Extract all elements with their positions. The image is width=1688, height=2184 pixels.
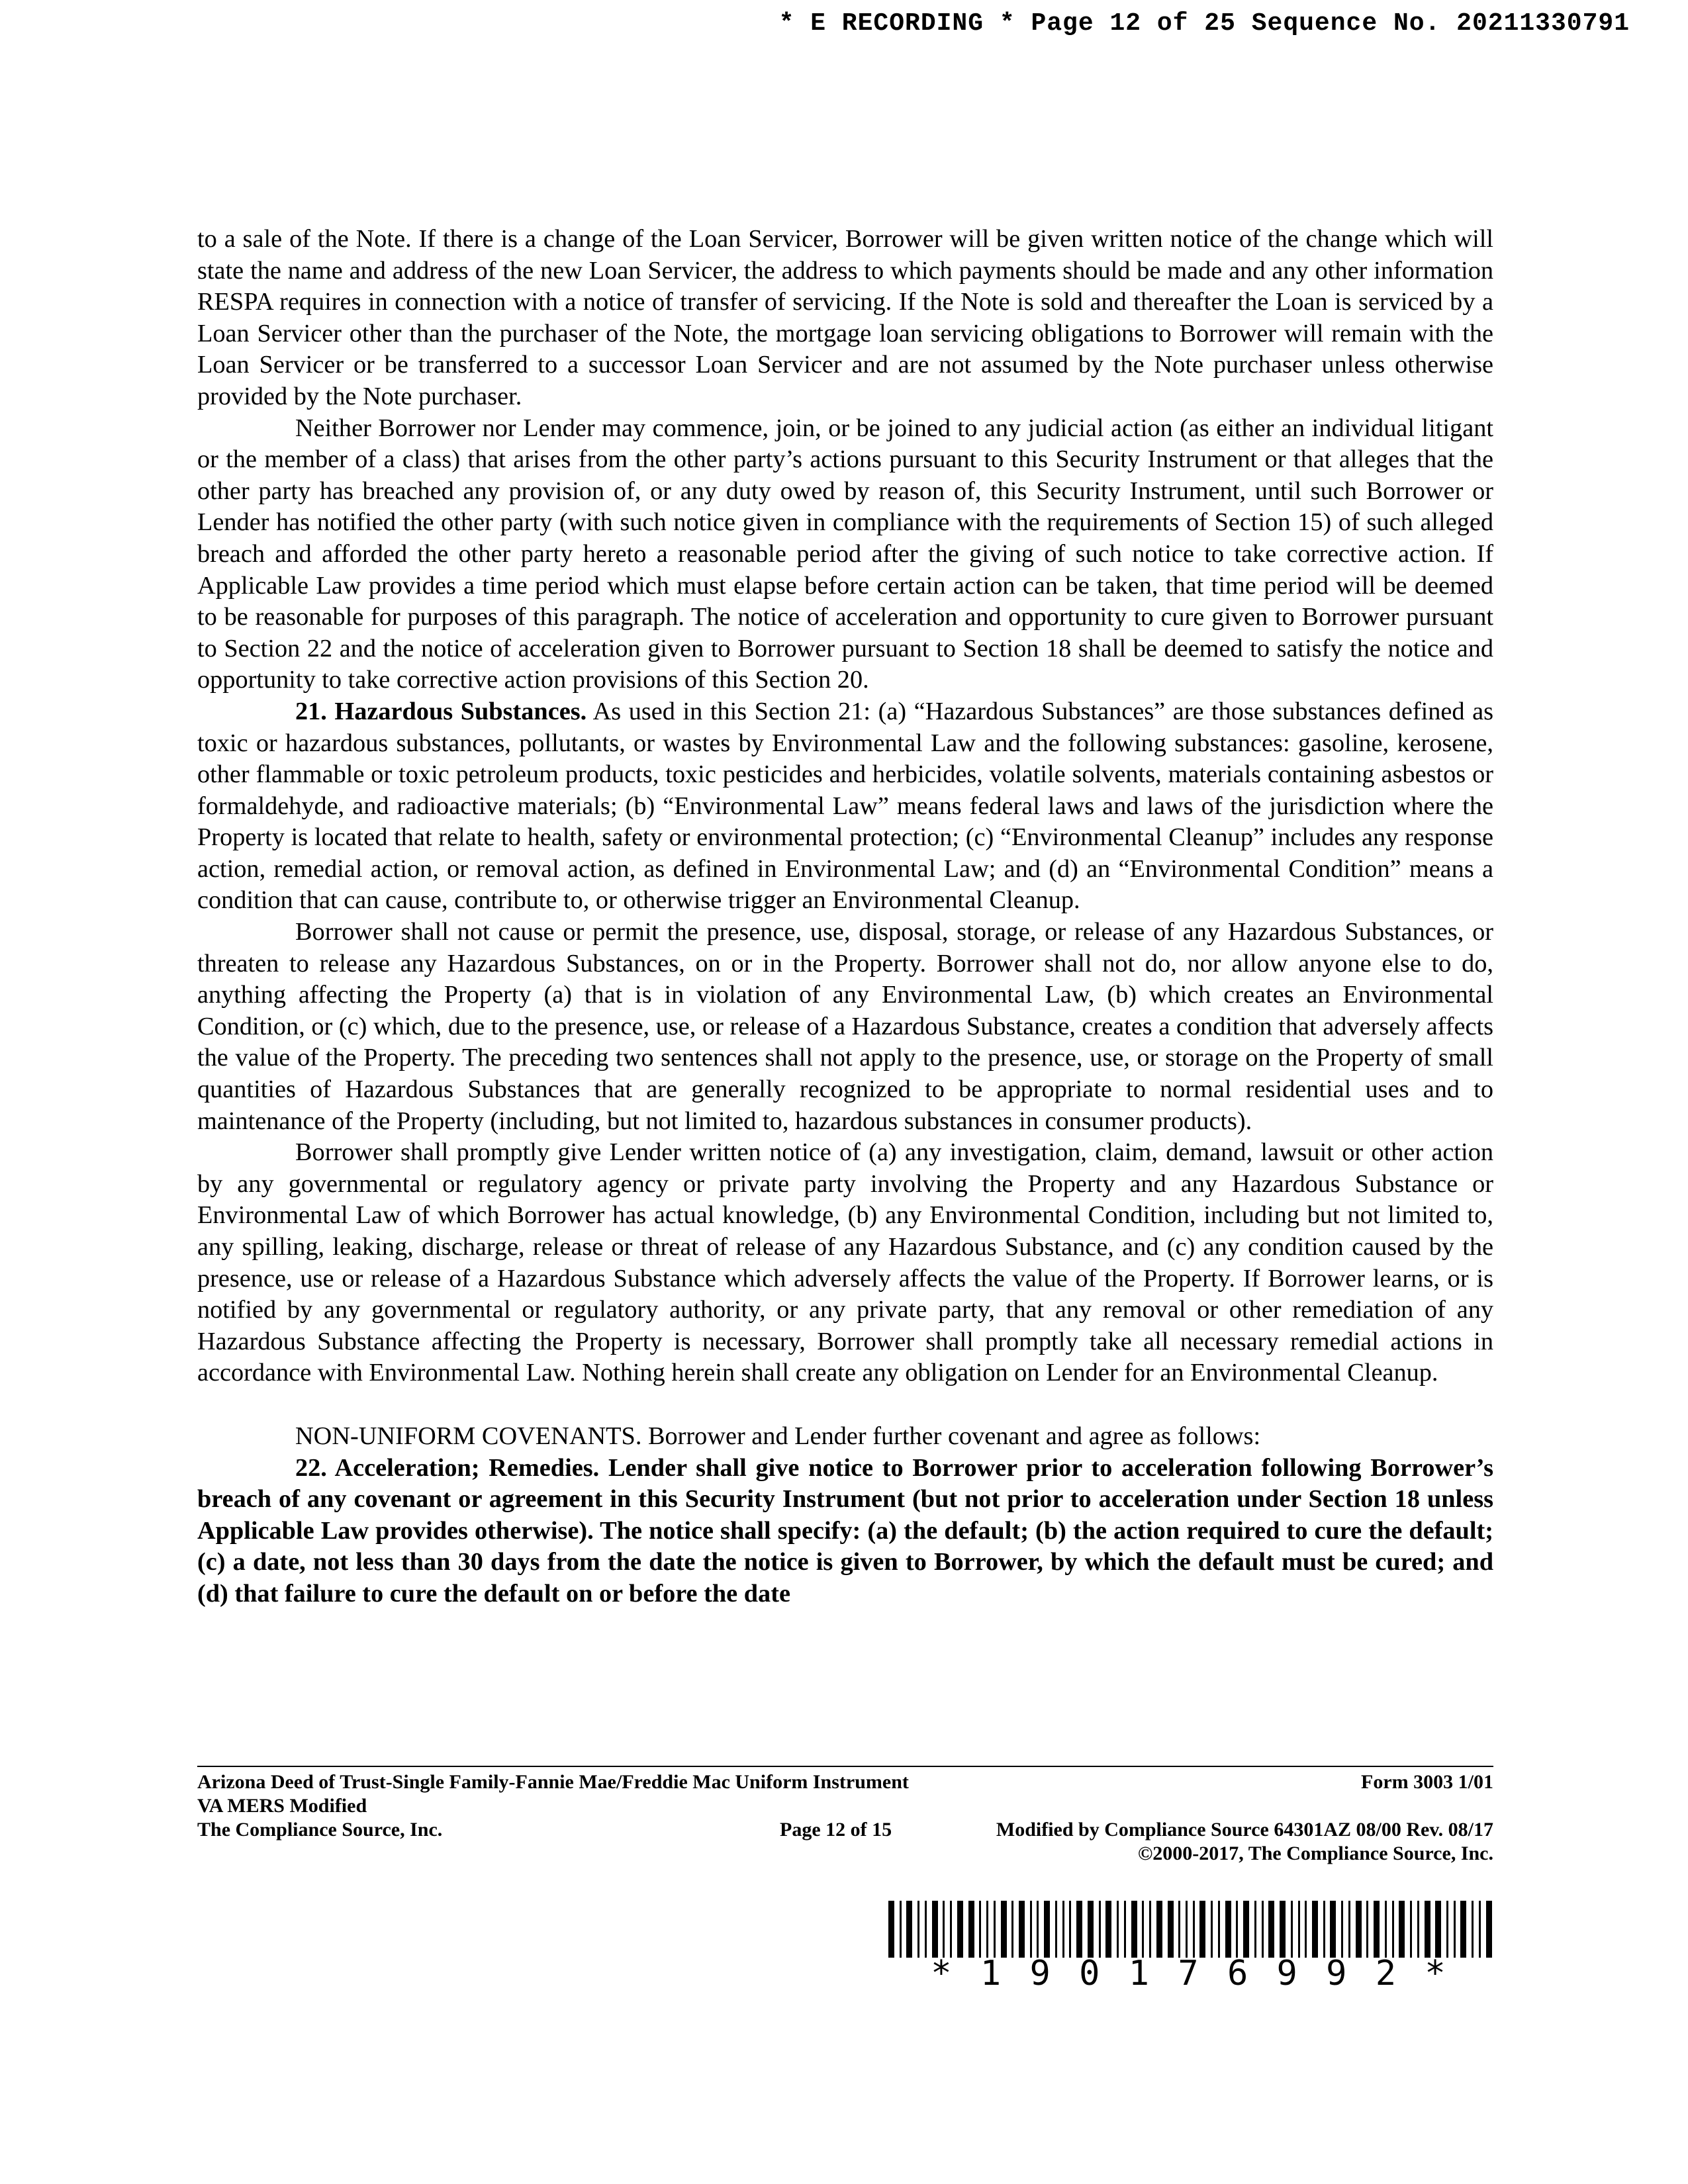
barcode-bar (1218, 1901, 1220, 1958)
barcode-bar (1348, 1901, 1350, 1958)
recording-header: * E RECORDING * Page 12 of 25 Sequence No. 20211330791 (778, 9, 1630, 38)
barcode-bar (1323, 1901, 1325, 1958)
paragraph-hazardous-substances (197, 696, 1493, 917)
barcode-bar (1425, 1901, 1430, 1958)
barcode-bar (1446, 1901, 1448, 1958)
footer-company: The Compliance Source, Inc. (197, 1819, 443, 1841)
barcode-bar (1280, 1901, 1286, 1958)
barcode-bar (1055, 1901, 1057, 1958)
barcode-bar (957, 1901, 963, 1958)
barcode-bar (1062, 1901, 1064, 1958)
footer-page-number: Page 12 of 15 (780, 1819, 892, 1841)
barcode-bar (1193, 1901, 1195, 1958)
barcode-bar (1486, 1901, 1492, 1958)
barcode-bar (950, 1901, 952, 1958)
section-21-text: As used in this Section 21: (a) “Hazardous Substances” are those substances defined as toxic or hazardous substances, pollutants, or wastes by Environmental Law and the following substances: gasoline, kerosene, other flammable or toxic petroleum products, toxic pesticides and herbicides, volatile solvents, materials containing asbestos or formaldehyde, and radioactive materials; (b) “Environmental Law” means federal laws and laws of the jurisdiction where the Property is located that relate to health, safety or environmental protection; (c) “Environmental Cleanup” includes any response action, remedial action, or removal action, as defined in Environmental Law; and (d) an “Environmental Condition” means a condition that can cause, contribute to, or otherwise trigger an Environmental Cleanup. (197, 697, 1493, 915)
barcode-bar (932, 1901, 938, 1958)
barcode-text: * 1 9 0 1 7 6 9 9 2 * (931, 1954, 1450, 1993)
footer-modified-by: Modified by Compliance Source 64301AZ 08/00 Rev. 08/17 (996, 1819, 1493, 1841)
barcode-bar (1262, 1901, 1264, 1958)
barcode-bar (900, 1901, 902, 1958)
barcode-bar (1199, 1901, 1205, 1958)
paragraph-borrower-shall-not: Borrower shall not cause or permit the presence, use, disposal, storage, or release of any Hazardous Substances, or threaten to release any Hazardous Substances, on or in the Property. Borrower shall not do, nor allow anyone else to do, anything affecting the Property (a) that is in violation of any Environmental Law, (b) which creates an Environmental Condition, or (c) which, due to the presence, use, or release of a Hazardous Substance, creates a condition that adversely affects the value of the Property. The preceding two sentences shall not apply to the presence, use, or storage on the Property of small quantities of Hazardous Substances that are generally recognized to be appropriate to normal residential uses and to maintenance of the Property (including, but not limited to, hazardous substances in consumer products). (197, 918, 1493, 1135)
barcode-bar (1460, 1901, 1466, 1958)
barcode-bar (1105, 1901, 1111, 1958)
barcode-bar (1356, 1901, 1362, 1958)
barcode-bar (1001, 1901, 1007, 1958)
barcode-bar (1044, 1901, 1050, 1958)
barcode-bar (1117, 1901, 1119, 1958)
barcode-bar (994, 1901, 996, 1958)
document-body (197, 224, 1493, 1610)
barcode-bar (1385, 1901, 1387, 1958)
barcode-bar (1472, 1901, 1474, 1958)
footer-divider (197, 1766, 1493, 1767)
barcode-bar (1392, 1901, 1394, 1958)
paragraph-borrower-notice: Borrower shall promptly give Lender written notice of (a) any investigation, claim, demand, lawsuit or other action by any governmental or regulatory agency or private party involving the Property and any Hazardous Substance or Environmental Law of which Borrower has actual knowledge, (b) any Environmental Condition, including but not limited to, any spilling, leaking, discharge, release or threat of release of any Hazardous Substance, and (c) any condition caused by the presence, use or release of a Hazardous Substance which adversely affects the value of the Property. If Borrower learns, or is notified by any governmental or regulatory authority, or any private party, that any removal or other remediation of any Hazardous Substance affecting the Property is necessary, Borrower shall promptly take all necessary remedial actions in accordance with Environmental Law. Nothing herein shall create any obligation on Lender for an Environmental Cleanup. (197, 1138, 1493, 1387)
barcode (888, 1901, 1492, 1958)
barcode-bar (1291, 1901, 1293, 1958)
barcode-bar (1399, 1901, 1405, 1958)
paragraph-loan-servicer: to a sale of the Note. If there is a change of the Loan Servicer, Borrower will be given written notice of the change which will state the name and address of the new Loan Servicer, the address to which payments should be made and any other information RESPA requires in connection with a notice of transfer of servicing. If the Note is sold and thereafter the Loan is serviced by a Loan Servicer other than the purchaser of the Note, the mortgage loan servicing obligations to Borrower will remain with the Loan Servicer or be transferred to a successor Loan Servicer and are not assumed by the Note purchaser unless otherwise provided by the Note purchaser. (197, 225, 1493, 410)
barcode-bar (1149, 1901, 1151, 1958)
paragraph-acceleration-remedies: 22. Acceleration; Remedies. Lender shall give notice to Borrower prior to acceleration following Borrower’s breach of any covenant or agreement in this Security Instrument (but not prior to acceleration under Section 18 unless Applicable Law provides otherwise). The notice shall specify: (a) the default; (b) the action required to cure the default; (c) a date, not less than 30 days from the date the notice is given to Borrower, by which the default must be cured; and (d) that failure to cure the default on or before the date (197, 1453, 1493, 1608)
barcode-bar (1178, 1901, 1180, 1958)
barcode-bar (1211, 1901, 1213, 1958)
barcode-bar (1069, 1901, 1071, 1958)
footer-instrument-title: Arizona Deed of Trust-Single Family-Fannie Mae/Freddie Mac Uniform Instrument (197, 1771, 909, 1793)
barcode-bar (1454, 1901, 1456, 1958)
barcode-bar (1156, 1901, 1162, 1958)
barcode-bar (1088, 1901, 1094, 1958)
barcode-bar (1099, 1901, 1101, 1958)
barcode-bar (1417, 1901, 1419, 1958)
barcode-bar (1142, 1901, 1144, 1958)
barcode-bar (979, 1901, 981, 1958)
paragraph-non-uniform-covenants: NON-UNIFORM COVENANTS. Borrower and Lender further covenant and agree as follows: (295, 1422, 1261, 1450)
barcode-bar (1225, 1901, 1231, 1958)
barcode-bar (1254, 1901, 1256, 1958)
barcode-bar (1410, 1901, 1412, 1958)
barcode-bar (1268, 1901, 1274, 1958)
barcode-bar (1374, 1901, 1380, 1958)
barcode-bar (968, 1901, 974, 1958)
barcode-bar (1030, 1901, 1032, 1958)
barcode-bar (1124, 1901, 1126, 1958)
paragraph-judicial-action: Neither Borrower nor Lender may commence, join, or be joined to any judicial action (as either an individual litigant or the member of a class) that arises from the other party’s actions pursuant to this Security Instrument or that alleges that the other party has breached any provision of, or any duty owed by reason of, this Security Instrument, until such Borrower or Lender has notified the other party (with such notice given in compliance with the requirements of Section 15) of such alleged breach and afforded the other party hereto a reasonable period after the giving of such notice to take corrective action. If Applicable Law provides a time period which must elapse before certain action can be taken, that time period will be deemed to be reasonable for purposes of this paragraph. The notice of acceleration and opportunity to cure given to Borrower pursuant to Section 22 and the notice of acceleration given to Borrower pursuant to Section 18 shall be deemed to satisfy the notice and opportunity to take corrective action provisions of this Section 20. (197, 414, 1493, 694)
barcode-bar (1312, 1901, 1318, 1958)
barcode-bar (1341, 1901, 1343, 1958)
barcode-bar (1330, 1901, 1336, 1958)
barcode-bar (1076, 1901, 1082, 1958)
footer-modified: VA MERS Modified (197, 1795, 367, 1817)
barcode-bar (1037, 1901, 1039, 1958)
barcode-bar (1298, 1901, 1300, 1958)
barcode-bar (986, 1901, 988, 1958)
barcode-bar (888, 1901, 894, 1958)
barcode-bar (1168, 1901, 1174, 1958)
footer-copyright: ©2000-2017, The Compliance Source, Inc. (1137, 1843, 1493, 1864)
barcode-bar (917, 1901, 919, 1958)
barcode-bar (925, 1901, 927, 1958)
barcode-bar (1366, 1901, 1368, 1958)
barcode-bar (1243, 1901, 1249, 1958)
barcode-bar (1131, 1901, 1137, 1958)
section-21-heading: 21. Hazardous Substances. (295, 697, 587, 725)
barcode-bar (1305, 1901, 1307, 1958)
document-footer (197, 1770, 1493, 1866)
barcode-bar (943, 1901, 945, 1958)
barcode-bar (906, 1901, 912, 1958)
barcode-bar (1019, 1901, 1025, 1958)
barcode-bar (1011, 1901, 1013, 1958)
barcode-bar (1186, 1901, 1188, 1958)
barcode-bar (1236, 1901, 1238, 1958)
barcode-bar (1479, 1901, 1481, 1958)
footer-form-number: Form 3003 1/01 (1361, 1771, 1493, 1793)
barcode-bar (1435, 1901, 1441, 1958)
